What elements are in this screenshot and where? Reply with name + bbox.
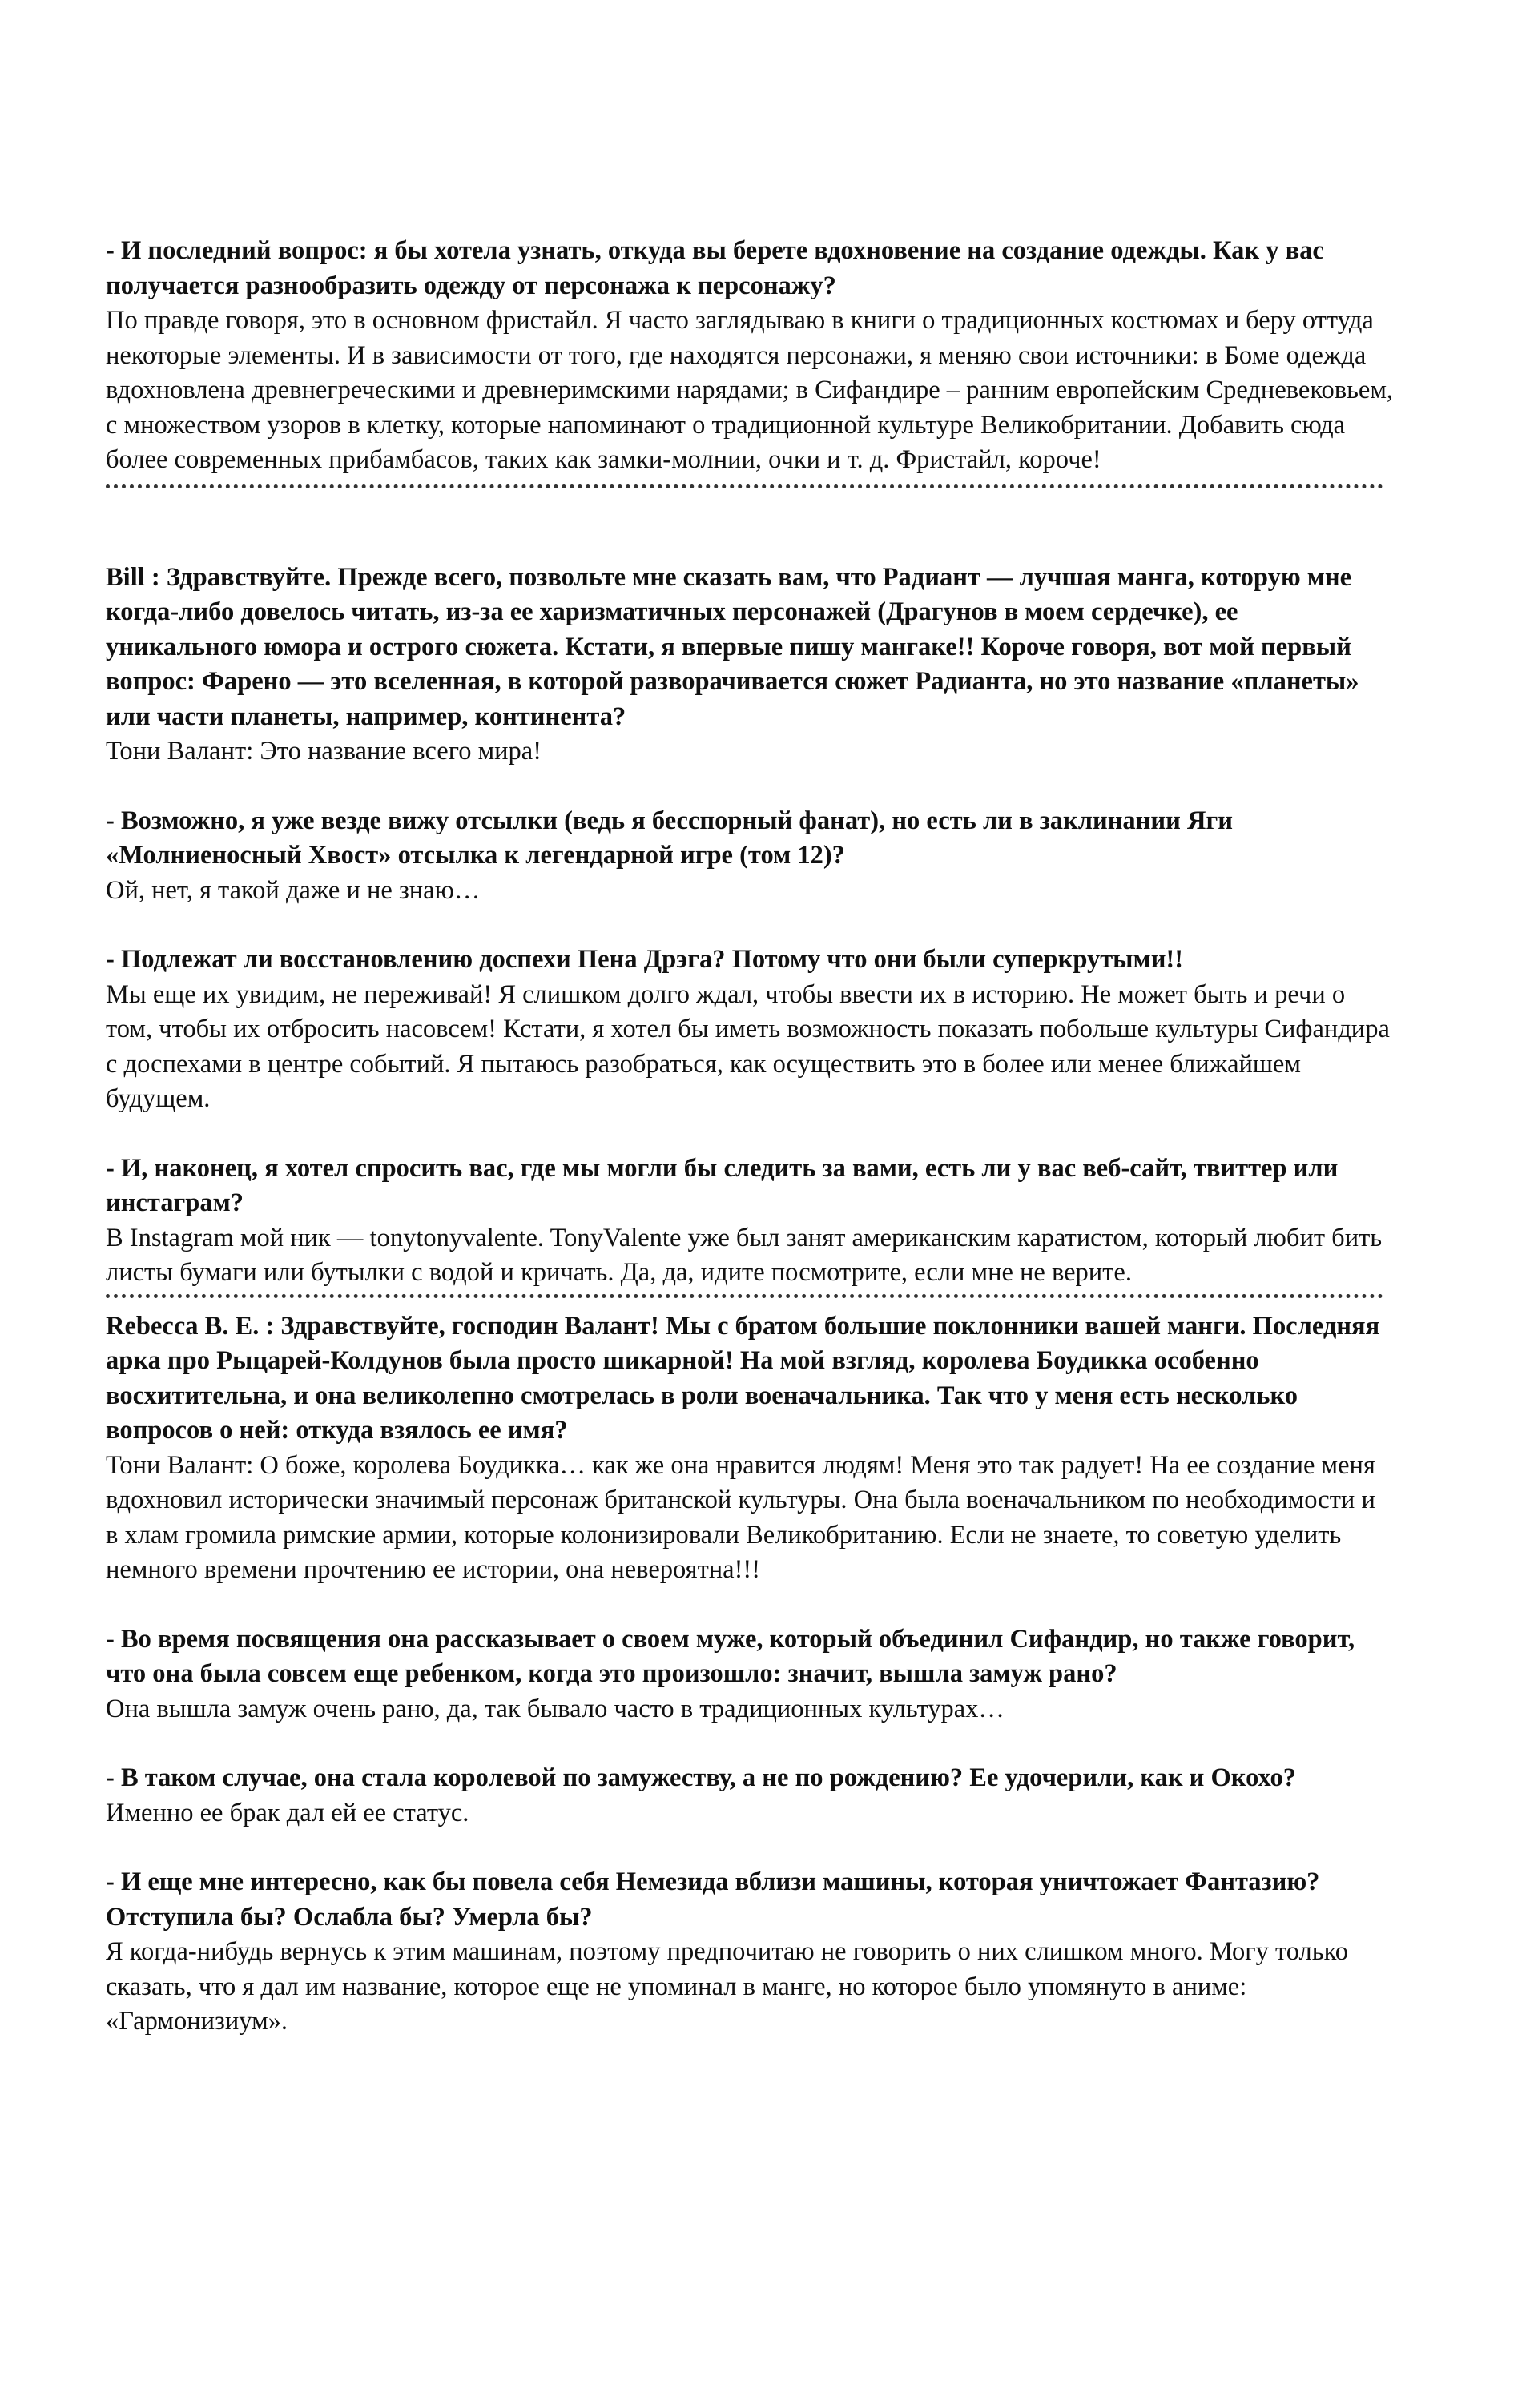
question-bill-fareno: Bill : Здравствуйте. Прежде всего, позвольте мне сказать вам, что Радиант — лучшая манга, которую мне когда-либо довелось читать, из-за ее харизматичных персонажей (Драгунов в моем сердечке), ее уникального юмора и острого сюжета. Кстати, я впервые пишу мангаке!! Короче говоря, вот мой первый вопрос: Фарено — это вселенная, в которой разворачивается сюжет Радианта, но это название «планеты» или части планеты, например, континента? bbox=[106, 562, 1359, 731]
question-pen-drag-armor: - Подлежат ли восстановлению доспехи Пена Дрэга? Потому что они были суперкрутыми!! bbox=[106, 945, 1184, 974]
dotted-separator bbox=[106, 1294, 1383, 1298]
qa-section-clothing bbox=[106, 234, 1394, 478]
question-queen-by-marriage: - В таком случае, она стала королевой по замужеству, а не по рождению? Ее удочерили, как и Окохо? bbox=[106, 1763, 1297, 1792]
question-nemesis-machine: - И еще мне интересно, как бы повела себя Немезида вблизи машины, которая уничтожает Фантазию? Отступила бы? Ослабла бы? Умерла бы? bbox=[106, 1867, 1320, 1932]
question-clothing-inspiration: - И последний вопрос: я бы хотела узнать, откуда вы берете вдохновение на создание одежды. Как у вас получается разнообразить одежду от персонажа к персонажу? bbox=[106, 236, 1324, 300]
answer-clothing-inspiration: По правде говоря, это в основном фристайл. Я часто заглядываю в книги о традиционных костюмах и беру оттуда некоторые элементы. И в зависимости от того, где находятся персонажи, я меняю свои источники: в Боме одежда вдохновлена древнегреческими и древнеримскими нарядами; в Сифандире – ранним европейским Средневековьем, с множеством узоров в клетку, которые напоминают о традиционной культуре Великобритании. Добавить сюда более современных прибамбасов, таких как замки-молнии, очки и т. д. Фристайл, короче! bbox=[106, 306, 1394, 474]
answer-boudicca-name: Тони Валант: О боже, королева Боудикка… как же она нравится людям! Меня это так радует! На ее создание меня вдохновил исторически значимый персонаж британской культуры. Она была военачальником по необходимости и в хлам громила римские армии, которые колонизировали Великобританию. Если не знаете, то советую уделить немного времени прочтению ее истории, она невероятна!!! bbox=[106, 1450, 1375, 1584]
qa-section-bill bbox=[106, 561, 1394, 1291]
question-boudicca-name: Rebecca B. E. : Здравствуйте, господин Валант! Мы с братом большие поклонники вашей манги. Последняя арка про Рыцарей-Колдунов была просто шикарной! На мой взгляд, королева Боудикка особенно восхитительна, и она великолепно смотрелась в роли военачальника. Так что у меня есть несколько вопросов о ней: откуда взялось ее имя? bbox=[106, 1311, 1380, 1445]
question-yagi-spell: - Возможно, я уже везде вижу отсылки (ведь я бесспорный фанат), но есть ли в заклинании Яги «Молниеносный Хвост» отсылка к легендарной игре (том 12)? bbox=[106, 806, 1233, 870]
question-social-media: - И, наконец, я хотел спросить вас, где мы могли бы следить за вами, есть ли у вас веб-сайт, твиттер или инстаграм? bbox=[106, 1153, 1339, 1217]
answer-bill-fareno: Тони Валант: Это название всего мира! bbox=[106, 737, 542, 766]
question-boudicca-marriage: - Во время посвящения она рассказывает о своем муже, который объединил Сифандир, но также говорит, что она была совсем еще ребенком, когда это произошло: значит, вышла замуж рано? bbox=[106, 1624, 1355, 1688]
answer-boudicca-marriage: Она вышла замуж очень рано, да, так бывало часто в традиционных культурах… bbox=[106, 1694, 1005, 1723]
answer-nemesis-machine: Я когда-нибудь вернусь к этим машинам, поэтому предпочитаю не говорить о них слишком много. Могу только сказать, что я дал им название, которое еще не упоминал в манге, но которое было упомянуто в аниме: «Гармонизиум». bbox=[106, 1937, 1348, 2036]
answer-yagi-spell: Ой, нет, я такой даже и не знаю… bbox=[106, 875, 481, 905]
answer-pen-drag-armor: Мы еще их увидим, не переживай! Я слишком долго ждал, чтобы ввести их в историю. Не может быть и речи о том, чтобы их отбросить насовсем! Кстати, я хотел бы иметь возможность показать побольше культуры Сифандира с доспехами в центре событий. Я пытаюсь разобраться, как осуществить это в более или менее ближайшем будущем. bbox=[106, 979, 1390, 1113]
answer-social-media: В Instagram мой ник — tonytonyvalente. TonyValente уже был занят американским каратистом, который любит бить листы бумаги или бутылки с водой и кричать. Да, да, идите посмотрите, если мне не верите. bbox=[106, 1223, 1383, 1287]
qa-section-rebecca bbox=[106, 1309, 1394, 2040]
answer-queen-by-marriage: Именно ее брак дал ей ее статус. bbox=[106, 1798, 469, 1827]
